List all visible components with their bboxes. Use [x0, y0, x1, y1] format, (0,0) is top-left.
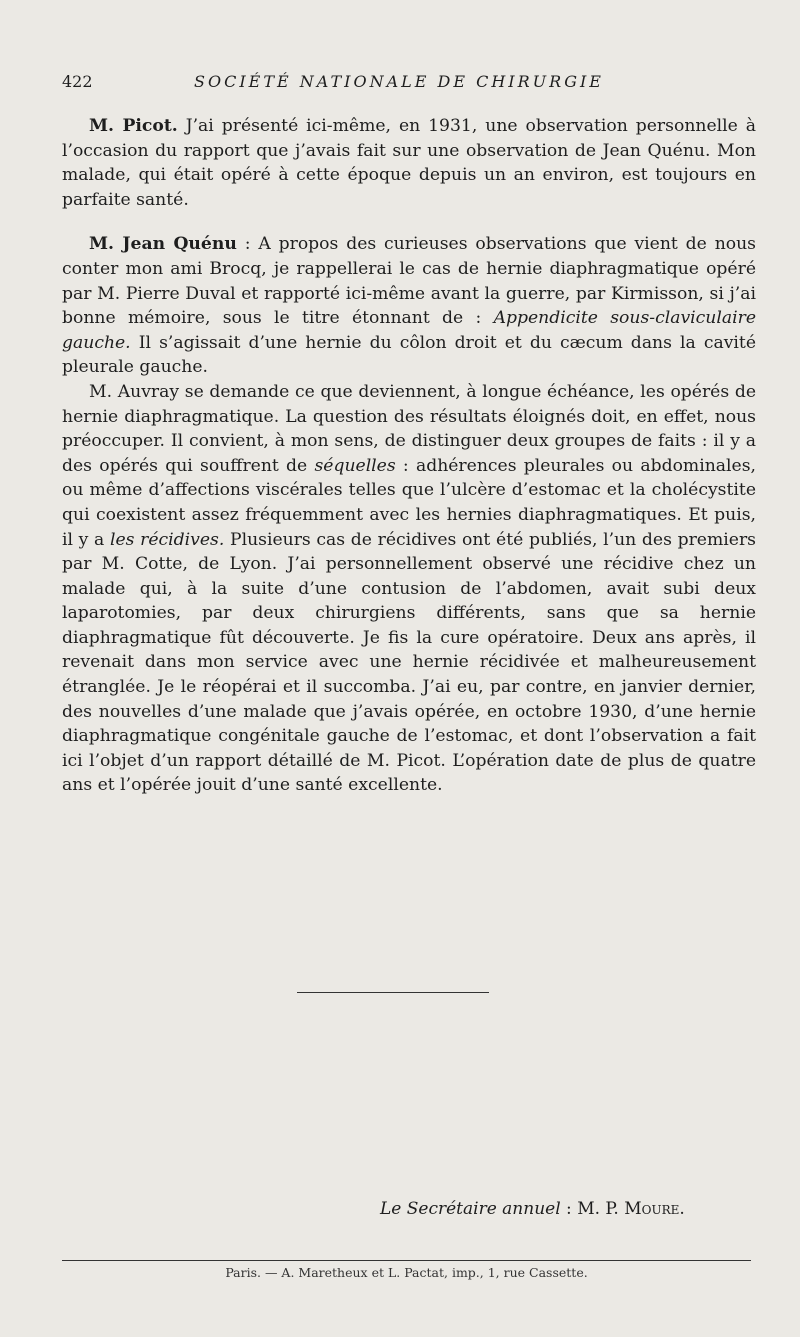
paragraph-text: : adhérences pleurales ou abdominales, ou même d’affections viscérales telles que l’ulcère d’estomac et la cholécystite qui coexistent assez fréquemment avec les hernies diaphragmatiques. Et puis, il y a [62, 455, 756, 550]
signature-separator: : [560, 1199, 578, 1219]
signature [380, 1199, 740, 1219]
paragraph-quenu [62, 232, 756, 380]
italic-term: les récidives. [109, 529, 225, 550]
paragraph-picot [62, 114, 756, 212]
running-title: SOCIÉTÉ NATIONALE DE CHIRURGIE [194, 72, 604, 91]
body-text [62, 114, 756, 798]
paragraph-text: Plusieurs cas de récidives ont été publiés, l’un des premiers par M. Cotte, de Lyon. J’ai personnellement observé une récidive chez un malade qui, à la suite d’une contusion de l’abdomen, avait subi deux laparotomies, par deux chirurgiens différents, sans que sa hernie diaphragmatique fût découverte. Je fis la cure opératoire. Deux ans après, il revenait dans mon service avec une hernie récidivée et malheureusement étranglée. Je le réopérai et il succomba. J’ai eu, par contre, en janvier dernier, des nouvelles d’une malade que j’avais opérée, en octobre 1930, d’une hernie diaphragmatique congénitale gauche de l’estomac, et dont l’observation a fait ici l’objet d’un rapport détaillé de M. Picot. L’opération date de plus de quatre ans et l’opérée jouit d’une santé excellente. [62, 529, 756, 796]
speaker-name: M. Jean Quénu [89, 234, 237, 255]
paragraph-text: se demande ce que deviennent, à longue échéance, les opérés de hernie diaphragmatique. La question des résultats éloignés doit, en effet, nous préoccuper. Il convient, à mon sens, de distinguer deux groupes de faits : il y a des opérés qui souffrent de [62, 381, 757, 476]
paragraph-text: : A propos des curieuses observations que vient de nous conter mon ami Brocq, je rappellerai le cas de hernie diaphragmatique opéré par M. Pierre Duval et rapporté ici-même avant la guerre, par Kirmisson, si j’ai bonne mémoire, sous le titre étonnant de : [62, 234, 757, 329]
printer-line: Paris. — A. Maretheux et L. Pactat, imp., 1, rue Cassette. [225, 1265, 588, 1280]
speaker-name: M. Picot. [89, 116, 178, 136]
speaker-name: M. Auvray [89, 381, 180, 402]
signature-name: M. P. Moure. [577, 1199, 685, 1219]
paragraph-text: Il s’agissait d’une hernie du côlon droit et du cæcum dans la cavité pleurale gauche. [62, 332, 756, 378]
section-divider [297, 992, 489, 993]
page-number: 422 [62, 72, 93, 91]
footer-divider [62, 1260, 751, 1261]
signature-label: Le Secrétaire annuel [380, 1199, 561, 1219]
page-header [62, 72, 736, 96]
paragraph-text: J’ai présenté ici-même, en 1931, une observation personnelle à l’occasion du rapport que j’avais fait sur une observation de Jean Quénu. Mon malade, qui était opéré à cette époque depuis un an environ, est toujours en parfaite santé. [62, 116, 756, 210]
italic-title: Appendicite sous-claviculaire gauche. [62, 308, 757, 353]
paragraph-auvray [62, 380, 756, 798]
italic-term: séquelles [314, 455, 396, 476]
